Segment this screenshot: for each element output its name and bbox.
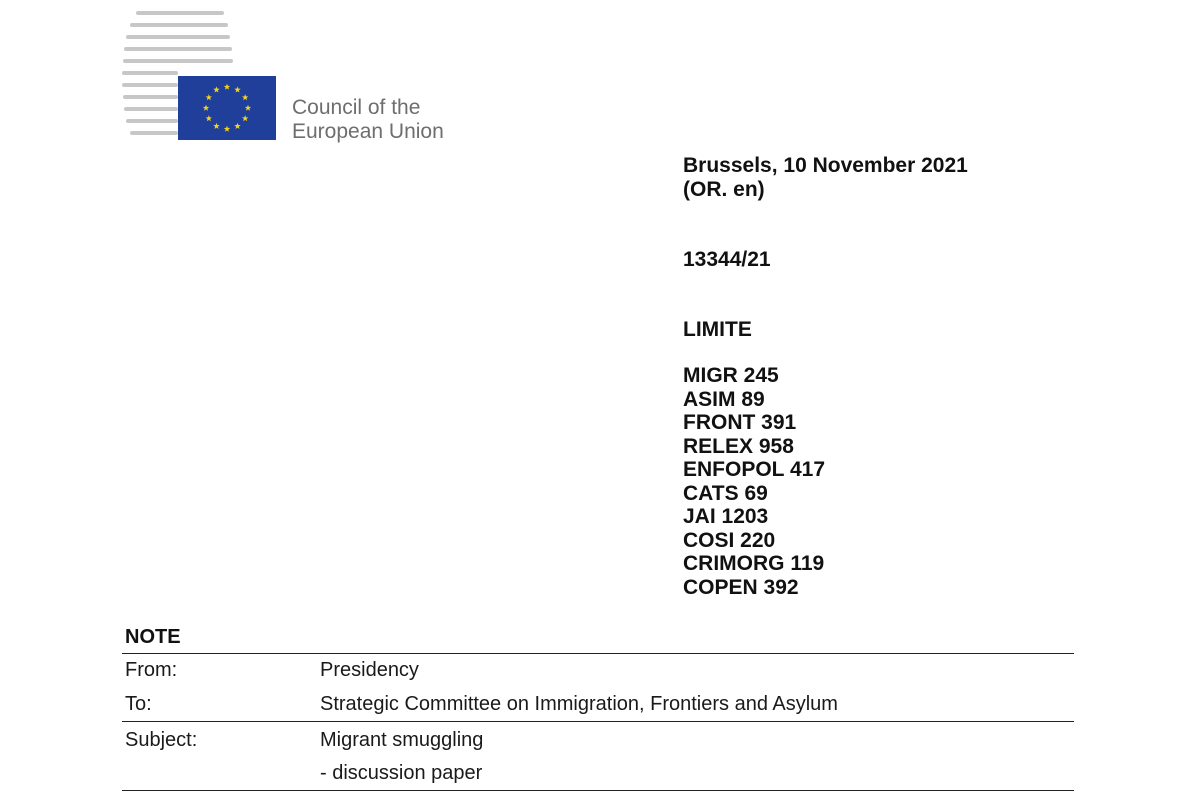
subject-code: COSI 220: [683, 528, 776, 552]
to-value: Strategic Committee on Immigration, Frontiers and Asylum: [320, 693, 838, 715]
council-logo: [122, 10, 282, 142]
organization-name-line2: European Union: [292, 120, 444, 143]
document-reference: 13344/21: [683, 248, 771, 271]
subject-value-continued: - discussion paper: [320, 762, 483, 784]
subject-code: COPEN 392: [683, 575, 799, 599]
original-language: (OR. en): [683, 177, 765, 201]
subject-code: CATS 69: [683, 481, 768, 505]
classification-label: LIMITE: [683, 318, 752, 341]
subject-label: Subject:: [125, 729, 198, 751]
from-value: Presidency: [320, 659, 419, 681]
divider: [122, 721, 1074, 722]
subject-code: CRIMORG 119: [683, 552, 825, 575]
to-label: To:: [125, 693, 152, 715]
note-title: NOTE: [125, 626, 181, 648]
organization-name: [292, 96, 444, 144]
subject-code: RELEX 958: [683, 434, 794, 458]
subject-value: Migrant smuggling: [320, 729, 484, 751]
place-date: Brussels, 10 November 2021: [683, 154, 968, 177]
subject-code: ASIM 89: [683, 387, 765, 411]
subject-code: FRONT 391: [683, 411, 797, 434]
subject-code: MIGR 245: [683, 364, 779, 387]
eu-flag-icon: [178, 76, 276, 140]
organization-name-line1: Council of the: [292, 96, 421, 119]
divider: [122, 790, 1074, 791]
subject-code: ENFOPOL 417: [683, 458, 825, 481]
divider: [122, 653, 1074, 654]
from-label: From:: [125, 659, 178, 681]
subject-codes-list: [683, 364, 825, 599]
subject-code: JAI 1203: [683, 505, 769, 528]
document-place-date-block: [683, 154, 968, 201]
